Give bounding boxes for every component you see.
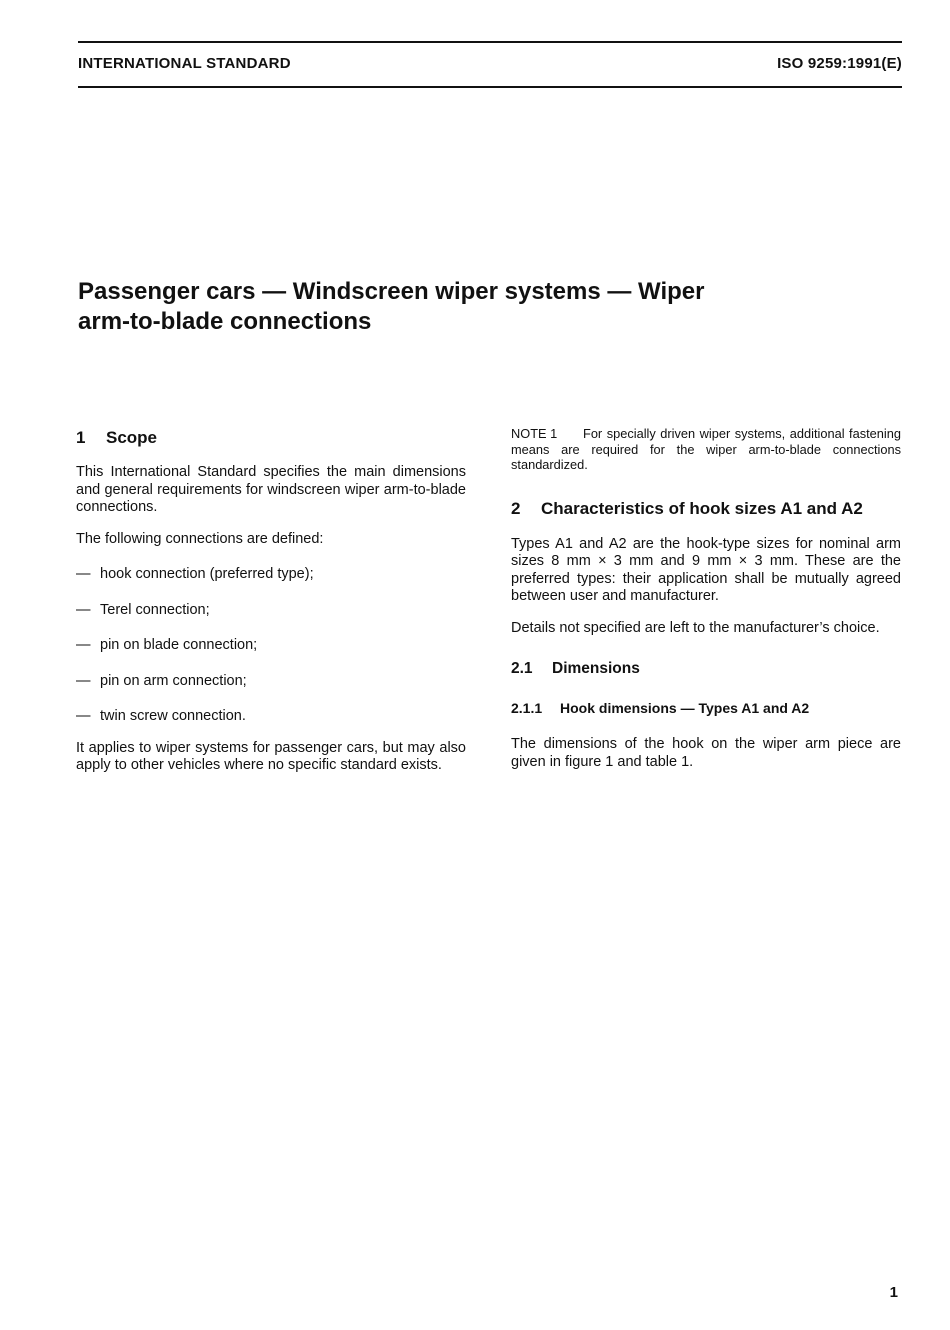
section-2-1-1-title: Hook dimensions — Types A1 and A2	[560, 700, 810, 716]
note-text: For specially driven wiper systems, additional fastening means are required for the wiper arm-to-blade connections standardized.	[511, 426, 901, 472]
list-item: — twin screw connection.	[76, 708, 246, 724]
section-1-number: 1	[76, 428, 86, 447]
list-item: — Terel connection;	[76, 601, 210, 618]
scope-paragraph-1: This International Standard specifies the main dimensions and general requirements for windscreen wiper arm-to-blade connections.	[76, 464, 466, 515]
header-top-rule	[78, 41, 902, 43]
header-bottom-rule	[78, 86, 902, 88]
section-2-1-heading	[511, 659, 901, 679]
header-standard-number: ISO 9259:1991(E)	[777, 55, 902, 72]
left-column	[76, 426, 466, 775]
list-item: — pin on blade connection;	[76, 637, 258, 653]
connection-list	[76, 566, 466, 726]
list-item: — hook connection (preferred type);	[76, 566, 314, 582]
header-standard-label: INTERNATIONAL STANDARD	[78, 55, 291, 72]
note-1	[511, 426, 901, 473]
note-label: NOTE 1	[511, 426, 558, 441]
document-title-line2: arm-to-blade connections	[78, 308, 372, 335]
section-2-1-number: 2.1	[511, 660, 533, 677]
section-2-1-title: Dimensions	[552, 660, 640, 677]
page-number: 1	[889, 1284, 898, 1301]
scope-paragraph-2: The following connections are defined:	[76, 530, 324, 547]
section-2-1-1-number: 2.1.1	[511, 700, 543, 716]
document-title-line1: Passenger cars — Windscreen wiper systems — Wiper	[78, 278, 705, 305]
section-2-1-1-paragraph: The dimensions of the hook on the wiper arm piece are given in figure 1 and table 1.	[511, 736, 901, 770]
list-item: — pin on arm connection;	[76, 672, 247, 689]
section-1-title: Scope	[106, 428, 158, 447]
right-column	[511, 426, 901, 771]
document-title	[78, 277, 838, 337]
scope-paragraph-3: It applies to wiper systems for passenger cars, but may also apply to other vehicles where no specific standard exists.	[76, 739, 466, 773]
section-2-title: Characteristics of hook sizes A1 and A2	[541, 498, 863, 518]
section-2-heading	[511, 497, 901, 521]
section-2-paragraph-2: Details not specified are left to the manufacturer’s choice.	[511, 619, 880, 636]
section-2-1-1-heading	[511, 699, 901, 717]
section-2-paragraph-1: Types A1 and A2 are the hook-type sizes for nominal arm sizes 8 mm × 3 mm and 9 mm × 3 mm. These are the preferred types: their application shall be mutually agreed between user and manufacturer.	[511, 535, 901, 604]
section-1-heading	[76, 426, 466, 450]
section-2-number: 2	[511, 498, 521, 518]
